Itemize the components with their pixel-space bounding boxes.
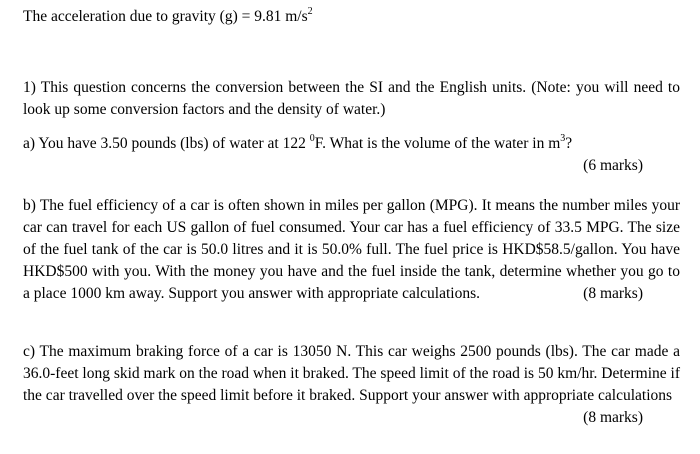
question-1a-text-start: a) You have 3.50 pounds (lbs) of water at 122 xyxy=(23,135,310,152)
question-1-intro-text: 1) This question concerns the conversion between the SI and the English units. (Note: you will need to look up some conversion factors and the density of water.) xyxy=(23,79,680,118)
degree-superscript: 0 xyxy=(309,132,315,144)
question-1a-text-end: ? xyxy=(565,135,573,152)
cubic-superscript: 3 xyxy=(560,132,566,144)
question-1a-marks: (6 marks) xyxy=(583,157,643,174)
question-1b-text: b) The fuel efficiency of a car is often shown in miles per gallon (MPG). It means the number miles your car can travel for each US gallon of fuel consumed. Your car has a fuel efficiency of 33.5 MPG. The size of the fuel tank of the car is 50.0 litres and it is 50.0% full. The fuel price is HKD$58.5/gallon. You have HKD$500 with you. With the money you have and the fuel inside the tank, determine whether you go to a place 1000 km away. Support you answer with appropriate calculations. xyxy=(23,197,680,302)
question-1c-marks: (8 marks) xyxy=(583,409,643,426)
question-1-intro xyxy=(23,77,680,121)
question-1a-text-mid: F. What is the volume of the water in m xyxy=(314,135,561,152)
question-1c-text: c) The maximum braking force of a car is 13050 N. This car weighs 2500 pounds (lbs). The car made a 36.0-feet long skid mark on the road when it braked. The speed limit of the road is 50 km/hr. Determine if the car travelled over the speed limit before it braked. Support your answer with appropriate calculations xyxy=(23,343,681,404)
question-1b-marks: (8 marks) xyxy=(583,285,643,302)
gravity-exponent: 2 xyxy=(307,5,313,17)
question-1a-line xyxy=(23,133,680,155)
question-1a xyxy=(23,133,680,177)
gravity-text: The acceleration due to gravity (g) = 9.81 m/s xyxy=(23,8,308,25)
question-1c xyxy=(23,341,680,429)
gravity-header xyxy=(23,6,683,28)
question-1b xyxy=(23,195,680,305)
